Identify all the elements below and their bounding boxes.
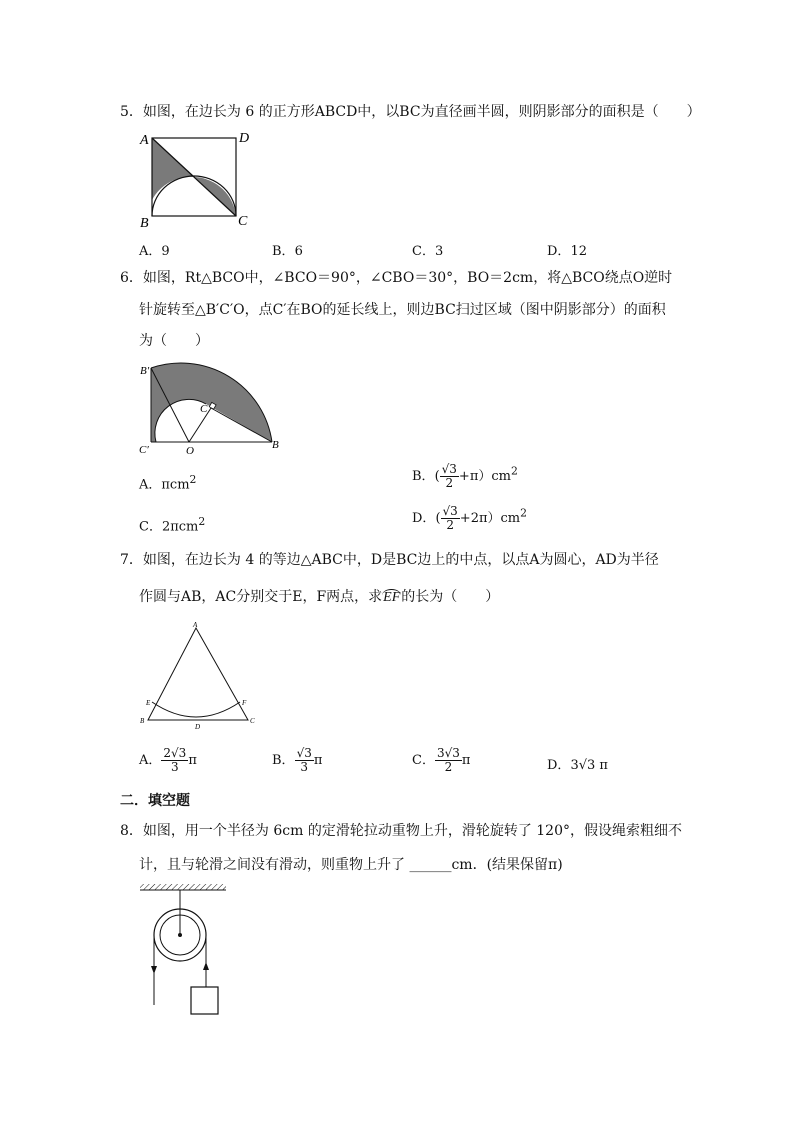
q6-label-b1: B′	[140, 365, 150, 377]
q6-option-a[interactable]: A．πcm$^2$	[139, 473, 197, 493]
q8-pulley-figure	[136, 880, 236, 1020]
q6-label-o: O	[186, 445, 194, 457]
q5-option-b[interactable]: B．6	[272, 244, 303, 259]
q5-option-a[interactable]: A．9	[139, 244, 170, 259]
section-fill-in: 二．填空题	[120, 793, 190, 809]
q7-line1: 7．如图，在边长为 4 的等边△ABC中，D是BC边上的中点，以点A为圆心，AD为半径	[120, 552, 659, 568]
q8-answer-blank[interactable]: ______	[409, 857, 452, 873]
q7-label-f: F	[242, 699, 247, 707]
q7-line2: 作圆与AB，AC分别交于E，F两点，求EF的长为（ ）	[139, 589, 500, 605]
q7-option-d[interactable]: D．3√3 π	[547, 758, 608, 773]
q7-arc	[152, 702, 240, 717]
q6-option-b[interactable]: B．( $\frac{√3}{2}$ $+\pi)cm^2$	[412, 462, 518, 490]
q8-line2: 计，且与轮滑之间没有滑动，则重物上升了 ______cm．(结果保留π)	[139, 857, 563, 873]
q7-option-b[interactable]: B． $\frac{√3}{3}$ π	[272, 746, 323, 774]
q6-label-c: C	[200, 403, 208, 415]
q7-arc-ef: EF	[383, 590, 401, 605]
q6-label-b: B	[272, 439, 279, 451]
q6-figure	[136, 360, 286, 460]
q5-label-d: D	[239, 131, 250, 146]
q8-arrow-down	[151, 966, 157, 974]
q8-arrow-up	[203, 962, 209, 970]
q8-axle	[178, 933, 182, 937]
q7-option-c[interactable]: C． $\frac{3√3}{2}$ π	[412, 746, 471, 774]
q6-label-c1: C′	[139, 444, 149, 456]
q7-label-c: C	[250, 717, 255, 725]
q5-label-b: B	[140, 216, 149, 230]
q5-option-d[interactable]: D．12	[547, 244, 587, 259]
q5-option-c[interactable]: C．3	[412, 244, 444, 259]
q7-label-a: A	[193, 621, 198, 629]
q7-label-d: D	[195, 723, 201, 730]
q8-ceiling	[140, 884, 226, 890]
q8-line1: 8．如图，用一个半径为 6cm 的定滑轮拉动重物上升，滑轮旋转了 120°，假设绳索粗细不	[120, 823, 683, 839]
q6-line3: 为（ ）	[139, 333, 209, 349]
q7-option-a[interactable]: A． $\frac{2√3}{3}$ π	[139, 746, 197, 774]
q5-figure	[132, 128, 257, 230]
q7-label-e: E	[146, 699, 151, 707]
q5-text: 5．如图，在边长为 6 的正方形ABCD中，以BC为直径画半圆，则阴影部分的面积是（ ）	[120, 104, 701, 120]
q6-line2: 针旋转至△B′C′O，点C′在BO的延长线上，则边BC扫过区域（图中阴影部分）的面积	[139, 302, 666, 318]
q5-label-a: A	[140, 133, 149, 148]
q6-option-d[interactable]: D．( $\frac{√3}{2}$ $+2\pi)cm^2$	[412, 504, 528, 532]
q5-shade-upper	[152, 138, 195, 200]
q8-weight	[191, 987, 218, 1014]
q5-label-c: C	[238, 214, 248, 229]
q6-option-c[interactable]: C．2πcm$^2$	[139, 515, 206, 535]
q6-line1: 6．如图，Rt△BCO中，∠BCO＝90°，∠CBO＝30°，BO＝2cm，将△BCO绕点O逆时	[120, 270, 673, 286]
q7-figure	[136, 620, 266, 730]
q7-label-b: B	[140, 717, 145, 725]
